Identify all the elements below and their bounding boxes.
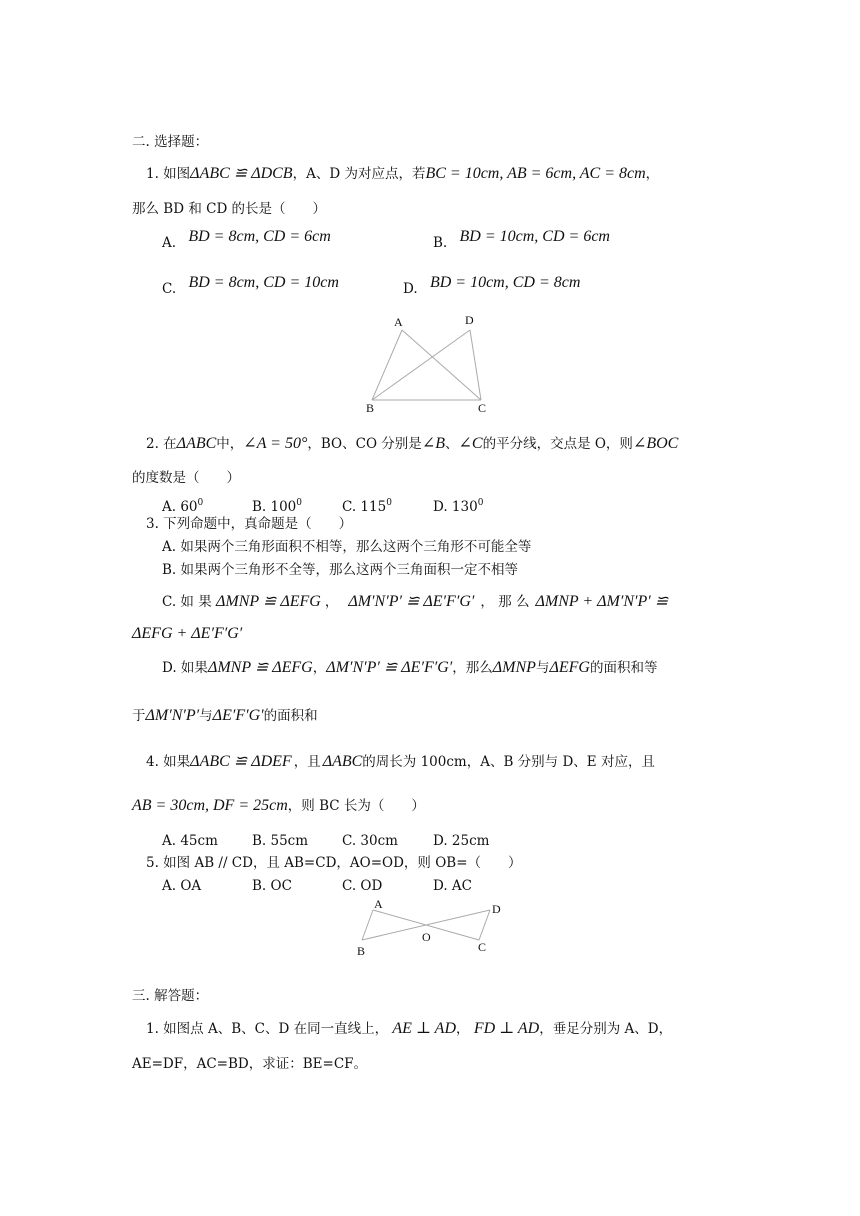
section-3-title: 三. 解答题：	[132, 988, 209, 1004]
q3c-formula-4: ΔEFG + ΔE′F′G′	[132, 625, 243, 642]
q1-label-b: B	[366, 401, 375, 415]
q2-formula-angle-b: ∠B	[421, 435, 445, 452]
q1-option-d-formula: BD = 10cm, CD = 8cm	[429, 274, 581, 291]
q4-text-a: 4. 如果	[146, 754, 191, 770]
q3c-text-a: C. 如 果	[162, 594, 212, 610]
segment-dc	[479, 910, 490, 940]
q1-option-d-label: D.	[403, 281, 418, 297]
q4-line1	[146, 752, 655, 772]
s3q1-text-c: ，垂足分别为 A、D，	[539, 1021, 673, 1037]
q2-option-c-label: C. 115	[342, 499, 387, 515]
q2-formula-triangle: ΔABC	[176, 435, 217, 452]
q2-text-e: 的平分线，交点是 O，则	[482, 436, 633, 452]
q4-formula-lengths: AB = 30cm, DF = 25cm	[132, 797, 288, 814]
q2-option-b-label: B. 100	[252, 499, 297, 515]
q5-label-b: B	[357, 944, 366, 958]
q3d-text-c: ，那么	[452, 660, 493, 676]
q3-option-d-line2	[132, 706, 318, 726]
s3q1-formula-2: FD ⊥ AD	[473, 1020, 540, 1037]
q3d-text-h: 与	[199, 708, 213, 724]
q1-option-b-label: B.	[433, 235, 448, 251]
q4-line2	[132, 796, 425, 816]
q3-option-d-line1	[162, 658, 657, 678]
q3d-formula-1: ΔMNP ≌ ΔEFG	[207, 659, 313, 676]
q4-option-a: A. 45cm	[162, 833, 218, 849]
q2-line2: 的度数是（ ）	[132, 470, 240, 486]
q4-option-b: B. 55cm	[252, 833, 309, 849]
q3c-formula-2: ΔM′N′P′ ≌ ΔE′F′G′	[348, 593, 475, 610]
q5-label-d: D	[492, 902, 501, 916]
q1-option-a-label: A.	[162, 235, 177, 251]
s3q1-text-b: ，	[456, 1021, 470, 1037]
segment-cd	[470, 330, 481, 400]
q3c-text-c: ， 那 么	[480, 594, 530, 610]
q5-option-d: D. AC	[433, 878, 473, 894]
q3d-text-e: 的面积和等	[589, 660, 658, 676]
q4-text-b: ，且	[293, 754, 321, 770]
q1-option-c	[162, 274, 339, 299]
q1-option-c-formula: BD = 8cm, CD = 10cm	[188, 274, 339, 291]
s3-q1-line2: AE=DF，AC=BD，求证：BE=CF。	[132, 1056, 368, 1072]
q5-option-c: C. OD	[342, 878, 383, 894]
segment-ab	[362, 910, 373, 940]
q2-option-c-sup: 0	[386, 498, 392, 508]
q1-text-b: ，A、D 为对应点，若	[292, 166, 426, 182]
q2-line1	[146, 434, 678, 454]
q4-option-c: C. 30cm	[342, 833, 398, 849]
q5-option-a: A. OA	[162, 878, 202, 894]
q5-label-a: A	[374, 897, 383, 911]
q3c-formula-1: ΔMNP ≌ ΔEFG	[216, 593, 321, 610]
q2-text-d: 、	[445, 436, 459, 452]
q1-option-c-label: C.	[162, 281, 177, 297]
q1-formula-congruence: ΔABC ≌ ΔDCB	[190, 165, 293, 182]
q3d-formula-5: ΔM′N′P′	[145, 707, 200, 724]
q2-formula-angle-boc: ∠BOC	[632, 435, 679, 452]
q2-option-d-sup: 0	[477, 498, 484, 508]
q3d-text-g: 于	[132, 708, 146, 724]
q2-option-d	[433, 493, 483, 517]
q1-line2: 那么 BD 和 CD 的长是（ ）	[132, 201, 327, 217]
s3q1-text-a: 1. 如图点 A、B、C、D 在同一直线上，	[146, 1021, 389, 1037]
q3d-text-b: ，	[312, 660, 327, 676]
q3d-formula-6: ΔE′F′G′	[212, 707, 264, 724]
q1-label-d: D	[465, 313, 474, 327]
q2-formula-angle-a: ∠A = 50°	[243, 435, 308, 452]
q2-option-a-label: A. 60	[162, 499, 198, 515]
q5-label-c: C	[478, 940, 487, 954]
q4-option-d: D. 25cm	[433, 833, 490, 849]
q3c-formula-3: ΔMNP + ΔM′N′P′ ≌	[535, 593, 669, 610]
q3d-text-a: D. 如果	[162, 660, 208, 676]
q3-option-c-line1	[162, 592, 668, 612]
q3d-formula-3: ΔMNP	[492, 659, 536, 676]
q1-option-b-formula: BD = 10cm, CD = 6cm	[459, 228, 610, 245]
section-2-title: 二. 选择题：	[132, 134, 209, 150]
q3d-text-d: 与	[535, 660, 550, 676]
q2-option-b-sup: 0	[296, 498, 303, 508]
q3d-formula-2: ΔM′N′P′ ≌ ΔE′F′G′	[326, 659, 453, 676]
segment-ac	[402, 330, 481, 400]
q2-option-a-sup: 0	[197, 498, 204, 508]
q5-stem: 5. 如图 AB // CD，且 AB=CD，AO=OD，则 OB=（ ）	[146, 855, 522, 871]
q4-formula-triangle: ΔABC	[322, 753, 363, 770]
q1-figure	[355, 308, 505, 420]
s3-q1-line1	[146, 1019, 672, 1039]
q1-option-d	[403, 274, 581, 299]
q3-stem: 3. 下列命题中，真命题是（ ）	[146, 516, 353, 532]
q5-label-o: O	[422, 930, 431, 944]
q1-text-a: 1. 如图	[146, 166, 191, 182]
s3q1-formula-1: AE ⊥ AD	[392, 1020, 457, 1037]
q4-text-c: 的周长为 100cm，A、B 分别与 D、E 对应，且	[362, 754, 655, 770]
q1-option-a	[162, 228, 331, 253]
q4-text-d: ，则 BC 长为（ ）	[287, 798, 425, 814]
q1-option-a-formula: BD = 8cm, CD = 6cm	[188, 228, 331, 245]
q1-line1	[146, 164, 659, 184]
q3-option-a: A. 如果两个三角形面积不相等，那么这两个三角形不可能全等	[162, 539, 532, 555]
q4-formula-congruence: ΔABC ≌ ΔDEF	[190, 753, 292, 770]
q1-option-b	[433, 228, 610, 253]
q3d-text-i: 的面积和	[263, 708, 318, 724]
q1-label-c: C	[478, 401, 487, 415]
q5-option-b: B. OC	[252, 878, 292, 894]
q1-formula-lengths: BC = 10cm, AB = 6cm, AC = 8cm	[425, 165, 646, 182]
q2-option-d-label: D. 130	[433, 499, 478, 515]
q3-option-c-line2	[132, 624, 242, 644]
q2-text-c: ，BO、CO 分别是	[307, 436, 422, 452]
q2-text-a: 2. 在	[146, 436, 177, 452]
q5-figure	[350, 893, 520, 963]
q3c-text-b: ，	[324, 594, 339, 610]
q3d-formula-4: ΔEFG	[549, 659, 590, 676]
q2-text-b: 中，	[216, 436, 244, 452]
q2-formula-angle-c: ∠C	[458, 435, 483, 452]
q1-text-c: ，	[645, 166, 660, 182]
q3-option-b: B. 如果两个三角形不全等，那么这两个三角面积一定不相等	[162, 562, 519, 578]
q1-label-a: A	[394, 315, 403, 329]
